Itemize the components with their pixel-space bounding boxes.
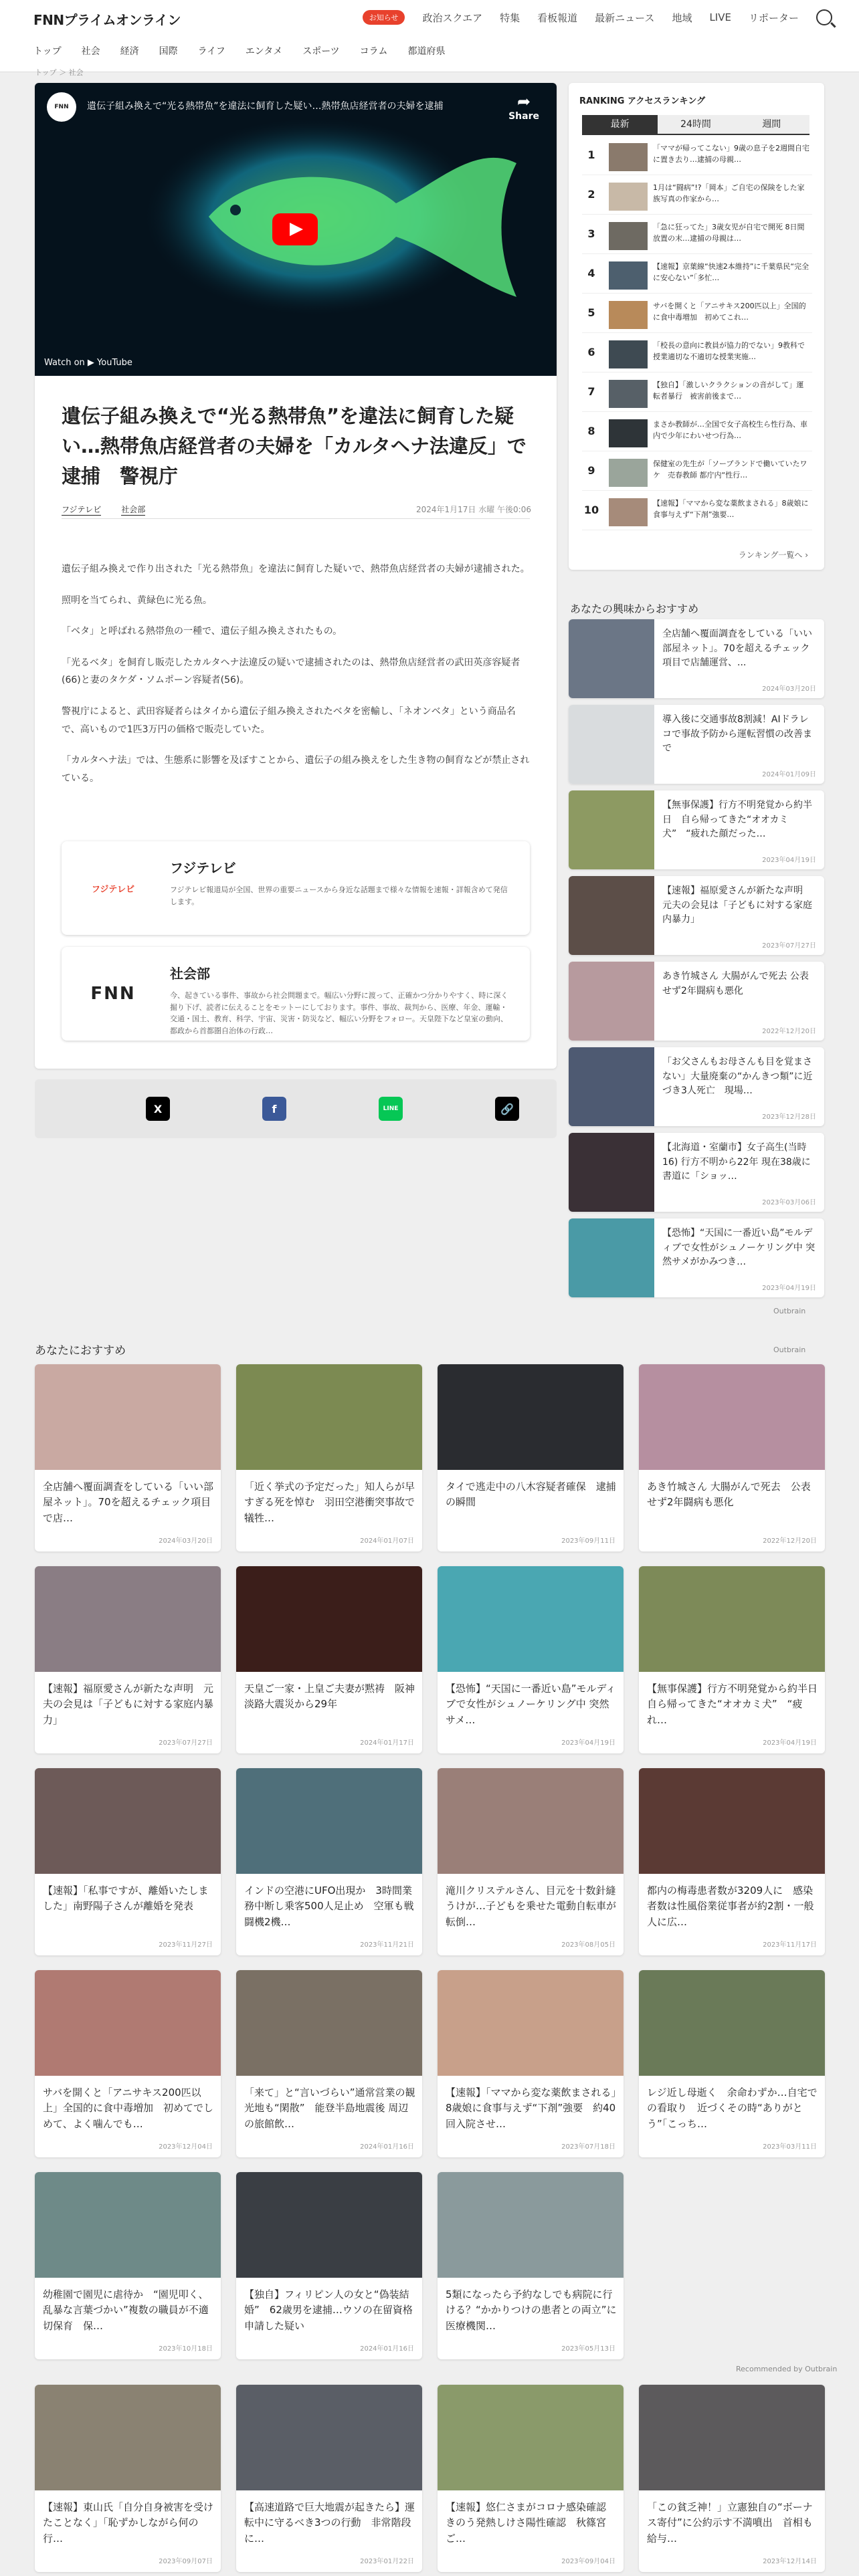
category-item[interactable]: 社会 — [81, 46, 100, 57]
share-icon: ➦ — [516, 92, 531, 111]
thumbnail — [569, 1218, 654, 1297]
thumbnail — [569, 962, 654, 1041]
thumbnail — [35, 1768, 221, 1874]
article-title: 遺伝子組み換えで“光る熱帯魚”を違法に飼育した疑い…熱帯魚店経営者の夫婦を「カルタヘナ法違反」で逮捕 警視庁 — [62, 405, 527, 488]
grid-card[interactable]: レジ近し母逝く 余命わずか…自宅での看取り 近づくその時“ありがとう”「こっち… 2023年03月11日 — [639, 1970, 825, 2157]
ranking-more-link[interactable]: ランキング一覧へ › — [738, 550, 808, 560]
thumbnail — [569, 705, 654, 784]
notice-badge[interactable]: お知らせ — [363, 10, 405, 25]
grid-card[interactable]: サバを開くと「アニサキス200匹以上」全国的に食中毒増加 初めてでしめて、よく噛んでも… 2023年12月04日 — [35, 1970, 221, 2157]
thumbnail — [438, 2385, 624, 2490]
source-description: 今、起きている事件、事故から社会問題まで。幅広い分野に渡って、正確かつ分かりやすく、時に深く掘り下げ、読者に伝えることをモットーにしております。事件、事故、裁判から、医療、年金、運輸・交通・国土、教育、科学、宇宙、災害・防災など、幅広い分野をフォロー。天皇陛下など皇室の動向、都政から首都圏自治体の行政… — [170, 991, 508, 1035]
grid-card[interactable]: 「近く挙式の予定だった」知人らが早すぎる死を悼む 羽田空港衝突事故で犠牲… 2024年01月07日 — [236, 1364, 422, 1551]
rec-item[interactable]: 全店舗へ覆面調査をしている「いい部屋ネット」。70を超えるチェック項目で店舗運営、... 2024年03月20日 — [569, 619, 824, 698]
thumbnail — [438, 1970, 624, 2076]
publish-date: 2024年1月17日 水曜 午後0:06 — [415, 505, 531, 514]
article-tags — [62, 504, 145, 516]
ranking-item[interactable]: 10 【速報】「ママから変な薬飲まされる」8歳娘に食事与えず“下剤”強要… — [582, 494, 812, 530]
grid-card[interactable]: 【高速道路で巨大地震が起きたら】運転中に守るべき3つの行動 非常階段に… 2023年01月22日 — [236, 2385, 422, 2572]
grid-card[interactable]: 【速報】東山氏「自分自身被害を受けたことなく」「恥ずかしながら何の行… 2023年09月07日 — [35, 2385, 221, 2572]
share-bar — [35, 1079, 557, 1138]
rec-item[interactable]: 【恐怖】“天国に一番近い島”モルディブで女性がシュノーケリング中 突然サメがかみつき… 2023年04月19日 — [569, 1218, 824, 1297]
grid-card[interactable]: 都内の梅毒患者数が3209人に 感染者数は性風俗業従事者が約2割・一般人に広… 2023年11月17日 — [639, 1768, 825, 1955]
thumbnail — [569, 876, 654, 955]
divider — [62, 518, 530, 519]
outbrain-logo[interactable]: Outbrain — [773, 1346, 806, 1354]
ranking-tabs — [582, 115, 809, 135]
category-item[interactable]: エンタメ — [245, 46, 283, 57]
fujitv-logo: フジテレビ — [76, 853, 150, 923]
thumbnail — [35, 1566, 221, 1672]
rec-item[interactable]: 「お父さんもお母さんも目を覚まさない」大量廃棄の“かんきつ類”に近づき3人死亡 現場… 2023年12月28日 — [569, 1047, 824, 1126]
thumbnail — [236, 1970, 422, 2076]
thumbnail — [569, 619, 654, 698]
video-share-button[interactable]: ➦ Share — [508, 92, 539, 122]
nav-item[interactable]: 地域 — [672, 11, 692, 24]
category-nav — [33, 44, 446, 58]
grid-card[interactable]: 【独自】フィリピン人の女と“偽装結婚” 62歳男を逮捕…ウソの在留資格申請した疑い 2024年01月16日 — [236, 2172, 422, 2359]
ranking-item[interactable]: 5 サバを開くと「アニサキス200匹以上」全国的に食中毒増加 初めてこれ… — [582, 297, 812, 333]
ranking-item[interactable]: 9 保健室の先生が「ソープランドで働いていたワケ 売春教師 都庁内“性行… — [582, 455, 812, 491]
thumbnail — [35, 2385, 221, 2490]
tag-link[interactable]: 社会部 — [121, 505, 146, 514]
grid-card[interactable]: 滝川クリステルさん、目元を十数針縫うけが…子どもを乗せた電動自転車が転倒… 2023年08月05日 — [438, 1768, 624, 1955]
source-card-society[interactable] — [62, 947, 530, 1041]
thumbnail — [609, 301, 648, 329]
video-player[interactable] — [35, 83, 557, 376]
thumbnail — [609, 340, 648, 368]
thumbnail — [639, 1970, 825, 2076]
category-item[interactable]: 国際 — [159, 46, 178, 57]
tab-24h[interactable]: 24時間 — [658, 115, 733, 134]
grid-card[interactable]: 全店舗へ覆面調査をしている「いい部屋ネット」。70を超えるチェック項目で店… 2024年03月20日 — [35, 1364, 221, 1551]
thumbnail — [609, 459, 648, 487]
grid-card[interactable]: 【無事保護】行方不明発覚から約半日 自ら帰ってきた“オオカミ犬” “疲れ… 2023年04月19日 — [639, 1566, 825, 1753]
watch-on-youtube[interactable]: Watch on ▶ YouTube — [44, 358, 132, 368]
nav-item[interactable]: リポーター — [748, 11, 799, 24]
paragraph: 照明を当てられ、黄緑色に光る魚。 — [62, 595, 212, 606]
ranking-item[interactable]: 2 1月は“闘病”!?「岡本」ご自宅の保険をした家族写真の作家から… — [582, 179, 812, 215]
category-item[interactable]: トップ — [33, 46, 62, 57]
thumbnail — [639, 2385, 825, 2490]
copy-link-icon[interactable]: 🔗 — [495, 1097, 519, 1121]
recommended-by-outbrain[interactable]: Recommended by Outbrain — [736, 2365, 838, 2373]
thumbnail — [236, 1768, 422, 1874]
x-share-icon[interactable]: X — [146, 1097, 170, 1121]
ranking-item[interactable]: 1 「ママが帰ってこない」9歳の息子を2週間自宅に置き去り…逮捕の母親… — [582, 139, 812, 175]
thumbnail — [569, 1133, 654, 1212]
rec-item[interactable]: 【無事保護】行方不明発覚から約半日 自ら帰ってきた“オオカミ犬” “疲れた顔だった… 2023年04月19日 — [569, 790, 824, 869]
paragraph: 「ベタ」と呼ばれる熱帯魚の一種で、遺伝子組み換えされたもの。 — [62, 626, 343, 637]
grid-card[interactable]: あき竹城さん 大腸がんで死去 公表せず2年闘病も悪化 2022年12月20日 — [639, 1364, 825, 1551]
site-header — [0, 0, 859, 77]
source-card-fujitv[interactable] — [62, 841, 530, 935]
grid-card[interactable]: 「この貧乏神！」立憲独自の“ボーナス寄付”に公約示す不満噴出 首相も給与… 2023年12月14日 — [639, 2385, 825, 2572]
rec-item[interactable]: 【速報】福原愛さんが新たな声明 元夫の会見は「子どもに対する家庭内暴力」 2023年07月27日 — [569, 876, 824, 955]
thumbnail — [609, 261, 648, 290]
thumbnail — [569, 1047, 654, 1126]
thumbnail — [609, 222, 648, 250]
grid-card[interactable]: 【恐怖】“天国に一番近い島”モルディブで女性がシュノーケリング中 突然サメ… 2023年04月19日 — [438, 1566, 624, 1753]
thumbnail — [438, 1364, 624, 1470]
ranking-item[interactable]: 8 まさか教師が…全国で女子高校生ら性行為、車内で少年にわいせつ行為… — [582, 415, 812, 451]
thumbnail — [639, 1768, 825, 1874]
category-item[interactable]: スポーツ — [302, 46, 340, 57]
thumbnail — [639, 1566, 825, 1672]
thumbnail — [236, 1364, 422, 1470]
category-item[interactable]: ライフ — [197, 46, 225, 57]
nav-item[interactable]: 看板報道 — [537, 11, 578, 24]
nav-item[interactable]: 政治スクエア — [422, 11, 483, 24]
nav-item[interactable]: 最新ニュース — [595, 11, 655, 24]
ranking-heading: RANKING アクセスランキング — [579, 96, 706, 106]
grid-card[interactable]: 【速報】「私事ですが、離婚いたしました」南野陽子さんが離婚を発表 2023年11月27日 — [35, 1768, 221, 1955]
rec-item[interactable]: あき竹城さん 大腸がんで死去 公表せず2年闘病も悪化 2022年12月20日 — [569, 962, 824, 1041]
source-name: 社会部 — [170, 966, 210, 982]
thumbnail — [609, 380, 648, 408]
fnn-logo: FNN — [76, 959, 150, 1029]
ranking-item[interactable]: 3 「急に狂ってた」3歳女児が自宅で開死 8日間放置の末…逮捕の母親は… — [582, 218, 812, 254]
tag-link[interactable]: フジテレビ — [62, 505, 102, 514]
paragraph: 警視庁によると、武田容疑者らはタイから遺伝子組み換えされたベタを密輸し、「ネオンベタ」という商品名で、高いもので1匹3万円の価格で販売していた。 — [62, 706, 516, 735]
ranking-item[interactable]: 7 【独自】「激しいクラクションの音がして」運転者暴行 被害前後まで… — [582, 376, 812, 412]
paragraph: 「カルタヘナ法」では、生態系に影響を及ぼすことから、遺伝子の組み換えをした生き物の飼育などが禁止されている。 — [62, 755, 530, 784]
paragraph: 「光るベタ」を飼育し販売したカルタヘナ法違反の疑いで逮捕されたのは、熱帯魚店経営者の武田英彦容疑者(66)と妻のタケダ・ソムポーン容疑者(56)。 — [62, 657, 520, 686]
grid-card[interactable]: インドの空港にUFO出現か 3時間業務中断し乗客500人足止め 空軍も戦闘機2機… 2023年11月21日 — [236, 1768, 422, 1955]
category-item[interactable]: コラム — [359, 46, 388, 57]
source-name: フジテレビ — [170, 860, 236, 876]
thumbnail — [438, 1768, 624, 1874]
thumbnail — [35, 1970, 221, 2076]
thumbnail — [236, 2385, 422, 2490]
grid-card[interactable]: 「来て」と“言いづらい”通常営業の観光地も“閑散” 能登半島地震後 周辺の旅館飲… 2024年01月16日 — [236, 1970, 422, 2157]
thumbnail — [609, 419, 648, 447]
category-item[interactable]: 経済 — [120, 46, 139, 57]
outbrain-logo[interactable]: Outbrain — [773, 1307, 806, 1315]
tab-weekly[interactable]: 週間 — [734, 115, 809, 134]
grid-card[interactable]: 幼稚園で園児に虐待か “園児叩く、乱暴な言葉づかい”複数の職員が不適切保育 保… 2023年10月18日 — [35, 2172, 221, 2359]
rec-item[interactable]: 導入後に交通事故8割減！AIドラレコで事故予防から運転習慣の改善まで 2024年01月09日 — [569, 705, 824, 784]
channel-avatar[interactable]: FNN — [47, 92, 76, 122]
thumbnail — [236, 2172, 422, 2278]
play-button[interactable] — [272, 213, 318, 245]
grid-card[interactable]: 【速報】悠仁さまがコロナ感染確認 きのう発熱しけさ陽性確認 秋篠宮ご… 2023年09月04日 — [438, 2385, 624, 2572]
nav-item[interactable]: LIVE — [709, 11, 731, 23]
facebook-share-icon[interactable]: f — [262, 1097, 286, 1121]
thumbnail — [438, 2172, 624, 2278]
grid-card[interactable]: 【速報】福原愛さんが新たな声明 元夫の会見は「子どもに対する家庭内暴力」 2023年07月27日 — [35, 1566, 221, 1753]
line-share-icon[interactable]: LINE — [379, 1097, 403, 1121]
nav-item[interactable]: 特集 — [500, 11, 520, 24]
search-icon[interactable] — [816, 9, 832, 25]
thumbnail — [609, 183, 648, 211]
interest-heading: あなたの興味からおすすめ — [570, 603, 699, 615]
breadcrumb[interactable]: トップ ＞ 社会 — [35, 68, 84, 77]
thumbnail — [35, 2172, 221, 2278]
top-nav — [363, 9, 832, 25]
grid-card[interactable]: タイで逃走中の八木容疑者確保 逮捕の瞬間 2023年09月11日 — [438, 1364, 624, 1551]
video-title[interactable]: 遺伝子組み換えで“光る熱帯魚”を違法に飼育した疑い…熱帯魚店経営者の夫婦を逮捕 — [87, 101, 444, 112]
thumbnail — [609, 143, 648, 171]
grid-card[interactable]: 【速報】「ママから変な薬飲まされる」8歳娘に食事与えず“下剤”強要 約40回入院させ… 2023年07月18日 — [438, 1970, 624, 2157]
grid-card[interactable]: 天皇ご一家・上皇ご夫妻が黙祷 阪神淡路大震災から29年 2024年01月17日 — [236, 1566, 422, 1753]
thumbnail — [35, 1364, 221, 1470]
grid-heading: あなたにおすすめ — [35, 1344, 126, 1358]
grid-card[interactable]: 5類になったら予約なしでも病院に行ける？“かかりつけの患者との両立”に医療機関… 2023年05月13日 — [438, 2172, 624, 2359]
paragraph: 遺伝子組み換えで作り出された「光る熱帯魚」を違法に飼育した疑いで、熱帯魚店経営者の夫婦が逮捕された。 — [62, 564, 530, 574]
thumbnail — [438, 1566, 624, 1672]
thumbnail — [236, 1566, 422, 1672]
tab-latest[interactable]: 最新 — [582, 115, 658, 134]
category-item[interactable]: 都道府県 — [407, 46, 446, 57]
rec-item[interactable]: 【北海道・室蘭市】女子高生(当時16) 行方不明から22年 現在38歳に 書道に「ショッ… 2023年03月06日 — [569, 1133, 824, 1212]
access-ranking — [569, 83, 824, 570]
ranking-item[interactable]: 6 「校長の意向に教員が協力的でない」9教科で授業適切な不適切な授業実施… — [582, 336, 812, 372]
site-logo[interactable]: FNNプライムオンライン — [33, 12, 181, 28]
article-body — [62, 560, 530, 800]
thumbnail — [609, 498, 648, 526]
thumbnail — [639, 1364, 825, 1470]
source-description: フジテレビ報道局が全国、世界の重要ニュースから身近な話題まで様々な情報を速報・詳報含めて発信します。 — [170, 885, 508, 906]
ranking-item[interactable]: 4 【速報】京葉線“快速2本維持”に千葉県民“完全に安心ない”「多忙… — [582, 257, 812, 294]
thumbnail — [569, 790, 654, 869]
